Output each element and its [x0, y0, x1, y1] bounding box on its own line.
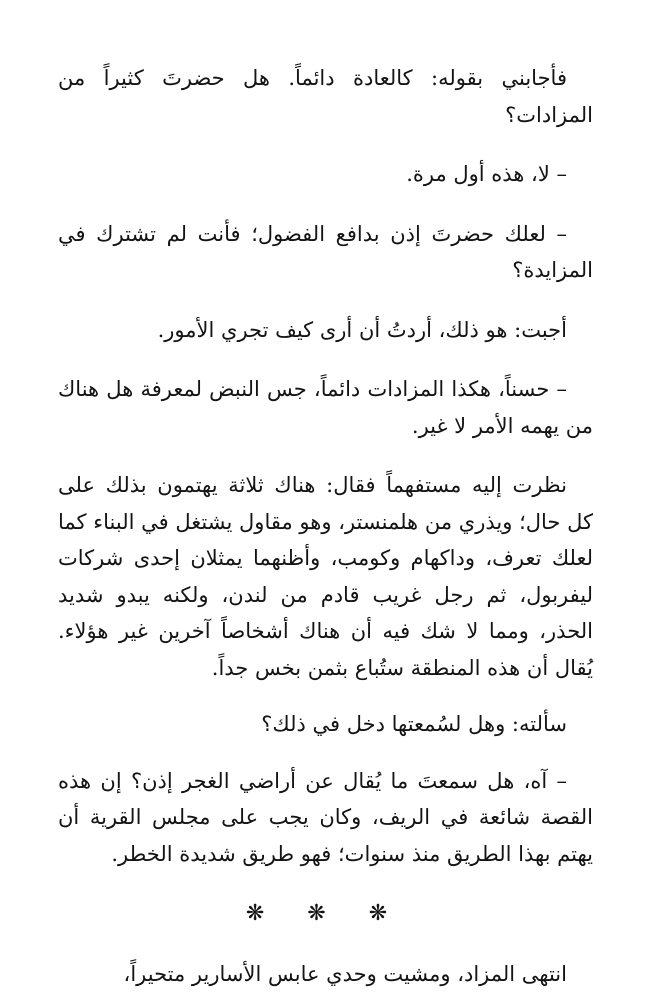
paragraph-7: سألته: وهل لسُمعتها دخل في ذلك؟	[261, 712, 567, 736]
paragraph-6: نظرت إليه مستفهماً فقال: هناك ثلاثة يهتمون بذلك على كل حال؛ ويذري من هلمنستر، وهو مقاول يشتغل في البناء كما لعلك تعرف، وداكهام وكومب، وأظنهما يمثلان إحدى شركات ليفربول، ثم رجل غريب قادم من لندن، ولكنه يبدو شديد الحذر، ومما لا شك فيه أن هناك أشخاصاً آخرين غير هؤلاء. يُقال أن هذه المنطقة ستُباع بثمن بخس جداً.	[58, 473, 593, 680]
paragraph-2: – لا، هذه أول مرة.	[406, 162, 567, 186]
paragraph-1: فأجابني بقوله: كالعادة دائماً. هل حضرتَ كثيراً من المزادات؟	[58, 66, 593, 127]
book-page	[58, 60, 593, 993]
paragraph-9: انتهى المزاد، ومشيت وحدي عابس الأسارير متحيراً،	[123, 962, 567, 986]
paragraph-5: – حسناً، هكذا المزادات دائماً، جس النبض لمعرفة هل هناك من يهمه الأمر لا غير.	[58, 377, 593, 438]
section-separator: ❋ ❋ ❋	[245, 901, 406, 926]
paragraph-8: – آه، هل سمعتَ ما يُقال عن أراضي الغجر إذن؟ إن هذه القصة شائعة في الريف، وكان يجب على مجلس القرية أن يهتم بهذا الطريق منذ سنوات؛ فهو طريق شديدة الخطر.	[58, 768, 593, 866]
paragraph-3: – لعلك حضرتَ إذن بدافع الفضول؛ فأنت لم تشترك في المزايدة؟	[58, 221, 593, 282]
paragraph-4: أجبت: هو ذلك، أردتُ أن أرى كيف تجري الأمور.	[157, 317, 567, 342]
